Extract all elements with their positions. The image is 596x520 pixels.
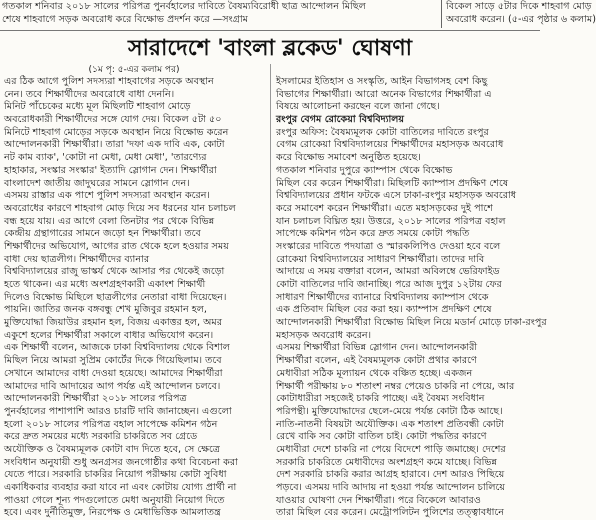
text-line: এক শিক্ষার্থী বলেন, আজকে ঢাকা বিশ্ববিদ্যালয় থেকে বিশাল: [4, 342, 230, 354]
text-line: মেধাবীরা দেশে চাকরি না পেয়ে বিদেশে পাড়ি জমাচ্ছে। দেশের: [276, 443, 506, 455]
photo-caption: [2, 1, 442, 26]
text-line: পায়নি। জাতির জনক বঙ্গবন্ধু শেখ মুজিবুর রহমান হল,: [4, 304, 207, 316]
text-line: করে বিক্ষোভ সমাবেশ অনুষ্ঠিত হয়েছে।: [276, 152, 421, 164]
text-line: কোটাধারীরা সহজেই চাকরি পাচ্ছে। এই বৈষম্য সংবিধান: [276, 393, 485, 405]
text-line: একাধিকবার ব্যবহার করা যাবে না এবং কোটায় যোগ্য প্রার্থী না: [4, 482, 237, 493]
text-line: এর ঠিক আগে পুলিশ সদস্যরা শাহবাগের সড়কে অবস্থান: [4, 76, 214, 87]
text-line: শিক্ষার্থী পরীক্ষায় ৮০ শতাংশ নম্বর পেয়েও চাকরি না পেয়ে, আর: [276, 380, 515, 392]
text-line: মিছিল বের করেন শিক্ষার্থীরা। মিছিলটি ক্যাম্পাস প্রদক্ষিণ শেষে: [276, 177, 509, 189]
text-line: সাপেক্ষে কমিশন গঠন করে দ্রুত সময়ে কোটা পদ্ধতি: [276, 228, 470, 240]
text-line: বিভাগের শিক্ষার্থীরা। আরো অনেক বিভাগের শিক্ষার্থীরা এ: [276, 88, 492, 100]
text-line: মিছিল নিয়ে আমরা সুপ্রিম কোর্টের দিকে গিয়েছিলাম। তবে: [4, 355, 222, 367]
text-line: এক প্রতিবাদ মিছিল বের করা হয়। ক্যাম্পাস প্রদক্ষিণ শেষে: [276, 304, 492, 316]
text-line: হতে থাকেন। এর মধ্যে অংশগ্রহণকারী একাংশ শিক্ষার্থী: [4, 279, 206, 290]
text-line: সরকারি চাকরিতে মেধাবীদের অংশগ্রহণ কমে যাচ্ছে। বিভিন্ন: [276, 456, 497, 468]
photo-caption-strip: [0, 0, 596, 28]
text-line: পুনর্বহালের পাশাপাশি আরও চারটি দাবি জানাচ্ছেন। এগুলো: [4, 405, 232, 417]
article-column-left: [4, 76, 266, 520]
article-headline: সারাদেশে 'বাংলা ব্লকেড' ঘোষণা: [127, 35, 413, 61]
text-line: যাওয়ার ঘোষণা দেন শিক্ষার্থীরা। পরে বিকেলে আবারও: [276, 494, 481, 506]
text-line: বেগম রোকেয়া বিশ্ববিদ্যালয়ের শিক্ষার্থীদের মহাসড়ক অবরোধ: [276, 139, 504, 151]
text-line: শিক্ষার্থীরা বলেন, এই বৈষম্যমূলক কোটা প্রথার কারণে: [276, 355, 477, 367]
text-line: তারা মিছিল বের করেন। মেট্রোপলিটন পুলিশের তত্ত্বাবধানে: [276, 507, 504, 519]
text-line: করে দ্রুত সময়ের মধ্যে সরকারি চাকরিতে সব গ্রেডে: [4, 431, 198, 443]
text-line: রোকেয়া বিশ্ববিদ্যালয়ের সাধারণ শিক্ষার্থীরা। তাদের দাবি: [276, 253, 485, 265]
text-line: আন্দোলনকারী শিক্ষার্থীরা বিক্ষোভ মিছিল নিয়ে মডার্ন মোড়ে ঢাকা-রংপুর: [276, 317, 547, 329]
text-line: যেতে পারে। সরকারি চাকরির নিয়োগ পরীক্ষায় কোটা সুবিধা: [4, 469, 227, 481]
text-line: মুক্তিযোদ্ধা জিয়াউর রহমান হল, বিজয় একাত্তর হল, অমর: [4, 317, 223, 329]
text-line: অযৌক্তিক ও বৈষম্যমূলক কোটা বাদ দিতে হবে, সে ক্ষেত্রে: [4, 443, 220, 455]
text-line: শিক্ষার্থীদের অভিযোগ, আগের রাত থেকে হলে হওয়ার সময়: [4, 240, 229, 252]
text-line: মেধাবীরা সঠিক মূল্যায়ন থেকে বঞ্চিত হচ্ছে। একজন: [276, 367, 473, 379]
text-line: হবে। এবং দুর্নীতিমুক্ত, নিরপেক্ষ ও মেধাভিত্তিক আমলাতন্ত্র: [4, 507, 221, 519]
text-line: বাধা দেয় ছাত্রলীগ। শিক্ষার্থীদের ব্যানার: [4, 253, 150, 265]
text-line: মহাসড়ক অবরোধ করেন।: [276, 329, 372, 341]
text-line: এসময় রাস্তার এক পাশে পুলিশ সদস্যরা অবস্থান করেন।: [4, 190, 210, 202]
text-line: বিশ্ববিদ্যালয়ের প্রধান ফটকে এসে ঢাকা-রংপুর মহাসড়ক অবরোধ: [276, 190, 517, 202]
text-line: আন্দোলনকারী শিক্ষার্থীরা। তারা 'দফা এক দাবি এক, কোটা: [4, 139, 225, 151]
text-line: নট কাম ব্যাক', 'কোটা না মেধা, মেধা মেধা', 'তারণ্যের: [4, 152, 207, 164]
text-line: সাধারণ শিক্ষার্থীদের ব্যানারে বিশ্ববিদ্যালয় ক্যাম্পাস থেকে: [276, 291, 489, 303]
text-line: হাহাকার, সংস্কার সংস্কার' ইত্যাদি স্লোগান দেন। শিক্ষার্থীরা: [4, 164, 217, 176]
text-line: মিনিটে শাহবাগ মোড়ের সড়কে অবস্থান নিয়ে বিক্ষোভ করেন: [4, 126, 229, 138]
text-line: একুশে হলের শিক্ষার্থীরা সকালে বাধার অভিযোগ করেন।: [4, 329, 214, 341]
text-line: সংস্কারের দাবিতে পদযাত্রা ও স্মারকলিপিও দেওয়া হবে বলে: [276, 240, 501, 252]
text-line: বাংলাদেশ জাতীয় জাদুঘরের সামনে স্লোগান দেন।: [4, 177, 190, 189]
text-line: পরিপন্থী। মুক্তিযোদ্ধাদের ছেলে-মেয়ে পর্যন্ত কোটা ঠিক আছে।: [276, 405, 503, 417]
text-line: গতকাল শনিবার দুপুরে ক্যাম্পাস থেকে বিক্ষোভ: [276, 164, 453, 176]
text-line: কেন্দ্রীয় গ্রন্থাগারের সামনে জড়ো হন শিক্ষার্থীরা। তবে: [4, 228, 201, 240]
text-line: নাতি-নাতনী বিষয়টা অযৌক্তিক। এক শতাংশ প্রতিবন্ধী কোটা: [276, 418, 504, 430]
text-line: মিনিট পাঁচেকের মধ্যে মূল মিছিলটি শাহবাগ মোড়ে: [4, 101, 191, 113]
column-divider: [270, 64, 271, 440]
text-line: রংপুর বেগম রোকেয়া বিশ্ববিদ্যালয়: [276, 114, 405, 126]
caption-line: শেষে শাহবাগে সড়ক অবরোধ করে বিক্ষোভ প্রদর্শন করে —সংগ্রাম: [2, 13, 249, 25]
text-line: এসময় শিক্ষার্থীরা বিভিন্ন স্লোগান দেন। আন্দোলনকারী: [276, 342, 478, 354]
text-line: রংপুর অফিস: বৈষম্যমূলক কোটা বাতিলের দাবিতে রংপুর: [276, 126, 489, 138]
text-line: অবরোধকারী শিক্ষার্থীদের সঙ্গে যোগ দেয়। বিকেল ৫টা ৫০: [4, 114, 222, 126]
text-line: আদায়ে এ সময় বক্তারা বলেন, আমরা অবিলম্বে ভেরিফাইড: [276, 266, 500, 278]
text-line: বিশ্ববিদ্যালয়ের রাজু ভাস্কর্য থেকে আসার পর থেকেই জড়ো: [4, 266, 225, 278]
text-line: কোটা বাতিলের দাবি জানাচ্ছি। পরে আজ দুপুর ১২টায় ফের: [276, 279, 502, 290]
caption-line: গতকাল শনিবার ২০১৮ সালের পরিপত্র পুনর্বহালের দাবিতে বৈষম্যবিরোধী ছাত্র আন্দোলন মিছিল: [2, 1, 366, 12]
article-column-right: [276, 76, 547, 520]
text-line: রেখে বাকি সব কোটা বাতিল চাই। কোটা পদ্ধতির কারণে: [276, 431, 487, 443]
horizontal-rule: [0, 30, 540, 31]
text-line: নেন। তবে শিক্ষার্থীদের অবরোধে বাধা দেননি।: [4, 88, 175, 100]
text-line: পাওয়া গেলে শূন্য পদগুলোতে মেধা অনুযায়ী নিয়োগ দিতে: [4, 494, 225, 506]
continued-text: [446, 1, 596, 26]
column-divider: [441, 0, 442, 28]
text-line: সংবিধান অনুযায়ী শুধু অনগ্রসর জনগোষ্ঠীর কথা বিবেচনা করা: [4, 456, 238, 468]
text-line: দিলেও বিক্ষোভ মিছিলে ছাত্রলীগের নেতারা বাধা দিয়েছেন।: [4, 291, 227, 303]
text-line: সেখানে আমাদের বাধা দেওয়া হয়েছে। আমাদের শিক্ষার্থীরা: [4, 367, 223, 379]
text-line: পড়বে। এসময় দাবি আদায় না হওয়া পর্যন্ত আন্দোলন চালিয়ে: [276, 482, 506, 493]
text-line: আন্দোলনকারী শিক্ষার্থীরা ২০১৮ সালের পরিপত্র: [4, 393, 187, 405]
text-line: দেশ সরকারি চাকরি করার আগ্রহ হারাবে। দেশ আরও পিছিয়ে: [276, 469, 505, 481]
text-line: ইসলামের ইতিহাস ও সংস্কৃতি, আইন বিভাগসহ বেশ কিছু: [276, 76, 488, 87]
text-line: বিষয়ে আলোচনা করছেন বলে জানা গেছে।: [276, 101, 440, 113]
continuation-note: (১ম পৃ: ৫-এর কলাম পর): [88, 65, 180, 75]
text-line: করে সমাবেশ করেন শিক্ষার্থীরা। এতে মহাসড়কের দুই পাশে: [276, 202, 493, 214]
text-line: হলো ২০১৮ সালের পরিপত্র বহাল সাপেক্ষে কমিশন গঠন: [4, 418, 218, 430]
text-line: যান চলাচল বিঘ্নিত হয়। উত্তরে, ২০১৮ সালের পরিপত্র বহাল: [276, 215, 506, 227]
continued-line: বিকেল সাড়ে ৫টার দিকে শাহবাগ মোড়: [446, 1, 592, 12]
text-line: অবরোধের কারণে শাহবাগ মোড় দিয়ে সব ধরনের যান চলাচল: [4, 202, 236, 214]
continued-line: অবরোধ করেন। (৫-এর পৃষ্ঠার ৬ কলাম): [446, 13, 596, 25]
text-line: আমাদের দাবি আদায়ের আগ পর্যন্ত এই আন্দোলন চলবে।: [4, 380, 221, 392]
text-line: বন্ধ হয়ে যায়। এর আগে বেলা তিনটার পর থেকে বিভিন্ন: [4, 215, 215, 227]
